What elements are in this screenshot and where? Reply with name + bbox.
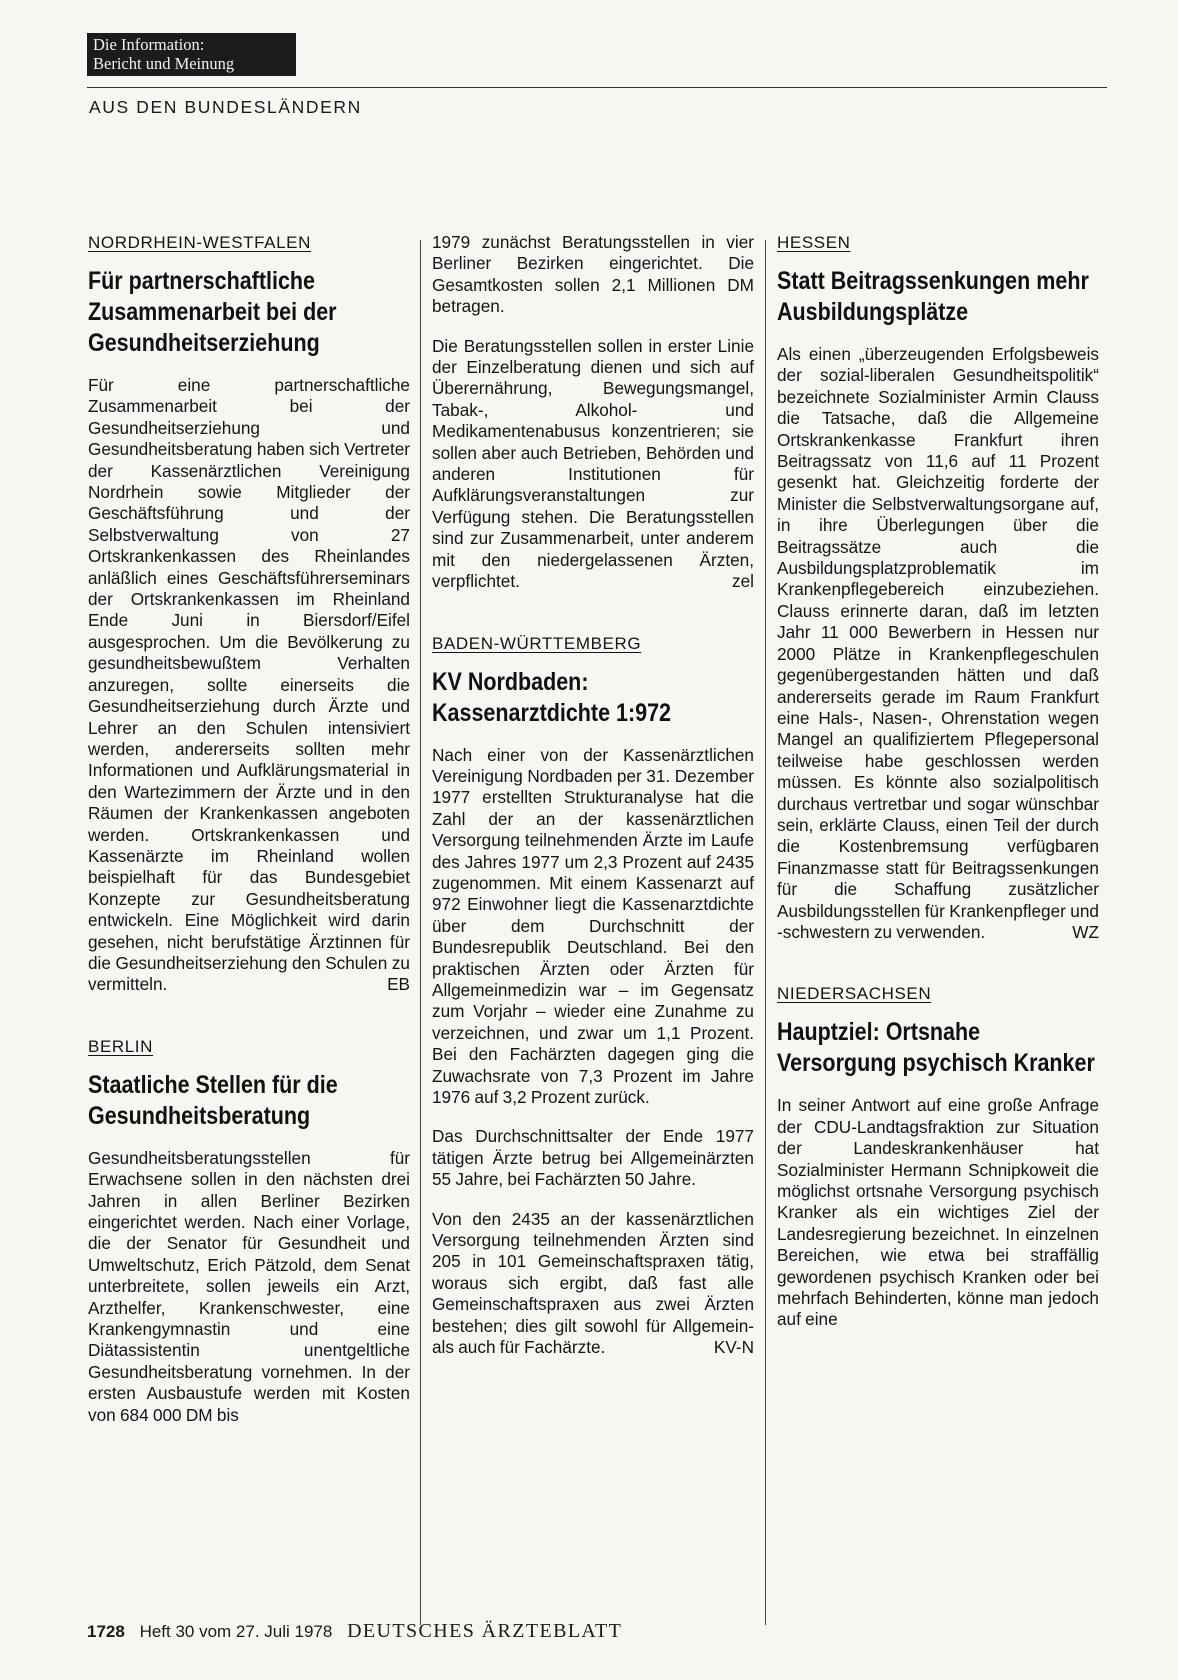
article-paragraph: [88, 375, 410, 996]
column-3: [777, 232, 1099, 1351]
article-paragraph: In seiner Antwort auf eine große Anfrage der CDU-Landtagsfraktion zur Situation der Landeskrankenhäuser hat Sozialminister Hermann Schnipkoweit die möglichst ortsnahe Versorgung psychisch Kranker als ein wichtiges Ziel der Landesregierung bezeichnet. In einzelnen Bereichen, wie etwa bei straffällig gewordenen psychisch Kranken oder bei mehrfach Behinderten, könne man jedoch auf eine: [777, 1095, 1099, 1330]
region-label: HESSEN: [777, 233, 851, 252]
author-signature: zel: [732, 571, 754, 592]
article-paragraph: [432, 336, 754, 593]
article-paragraph: 1979 zunächst Beratungsstellen in vier Berliner Bezirken eingerichtet. Die Gesamtkosten sollen 2,1 Millionen DM betragen.: [432, 232, 754, 317]
top-rule: [87, 87, 1107, 88]
article-paragraph: Gesundheitsberatungsstellen für Erwachsene sollen in den nächsten drei Jahren in allen Berliner Bezirken eingerichtet werden. Nach einer Vorlage, die der Senator für Gesundheit und Umweltschutz, Erich Pätzold, dem Senat unterbreitete, sollen jeweils ein Arzt, Arzthelfer, Krankenschwester, eine Krankengymnastin und eine Diätassistentin unentgeltliche Gesundheitsberatung vornehmen. In der ersten Ausbaustufe werden mit Kosten von 684 000 DM bis: [88, 1147, 410, 1425]
region-label: BADEN-WÜRTTEMBERG: [432, 633, 642, 653]
article-headline: KV Nordbaden: Kassenarztdichte 1:972: [432, 667, 671, 727]
author-signature: KV-N: [713, 1337, 754, 1358]
issue-info: Heft 30 vom 27. Juli 1978: [139, 1622, 333, 1641]
journal-name: DEUTSCHES ÄRZTEBLATT: [347, 1620, 623, 1642]
author-signature: WZ: [1072, 921, 1099, 942]
paragraph-text: Für eine partnerschaftliche Zusammenarbeit bei der Gesundheitserziehung und Gesundheitsberatung haben sich Vertreter der Kassenärztlichen Vereinigung Nordrhein sowie Mitglieder der Geschäftsführung und der Selbstverwaltung von 27 Ortskrankenkassen des Rheinlandes anläßlich eines Geschäftsführerseminars der Ortskrankenkassen im Rheinland Ende Juni in Biersdorf/Eifel ausgesprochen. Um die Bevölkerung zu gesundheitsbewußtem Verhalten anzuregen, sollte einerseits die Gesundheitserziehung durch Ärzte und Lehrer an den Schulen intensiviert werden, andererseits sollten mehr Informationen und Aufklärungsmaterial in den Wartezimmern der Ärzte und in den Räumen der Krankenkassen angeboten werden. Ortskrankenkassen und Kassenärzte im Rheinland wollen beispielhaft für das Bundesgebiet Konzepte zur Gesundheitsberatung entwickeln. Eine Möglichkeit wird darin gesehen, nicht berufstätige Ärztinnen für die Gesundheitserziehung den Schulen zu vermitteln.: [88, 375, 410, 995]
article-paragraph: Das Durchschnittsalter der Ende 1977 tätigen Ärzte betrug bei Allgemeinärzten 55 Jahre, bei Fachärzten 50 Jahre.: [432, 1126, 754, 1190]
column-divider-1: [420, 240, 421, 1625]
region-label: NORDRHEIN-WESTFALEN: [88, 233, 311, 252]
section-badge: [87, 33, 296, 76]
article-headline: Staatliche Stellen für die Gesundheitsberatung: [88, 1070, 338, 1130]
badge-line-2: Bericht und Meinung: [93, 54, 235, 73]
author-signature: EB: [387, 974, 410, 995]
badge-line-1: Die Information:: [93, 35, 205, 54]
article-baden-wuerttemberg: [432, 633, 754, 1359]
article-headline: Hauptziel: Ortsnahe Versorgung psychisch Kranker: [777, 1018, 1095, 1078]
article-headline: Für partnerschaftliche Zusammenarbeit bei der Gesundheitserziehung: [88, 267, 337, 357]
column-divider-2: [765, 240, 766, 1625]
article-berlin: [88, 1036, 410, 1426]
page-footer: [87, 1620, 622, 1643]
paragraph-text: Als einen „überzeugenden Erfolgsbeweis der sozial-liberalen Gesundheitspolitik“ bezeichnete Sozialminister Armin Clauss die Tatsache, daß die Allgemeine Ortskrankenkasse Frankfurt ihren Beitragssatz von 11,6 auf 11 Prozent gesenkt hat. Gleichzeitig forderte der Minister die Selbstverwaltungsorgane auf, in ihre Überlegungen über die Beitragssätze auch die Ausbildungsplatzproblematik im Krankenpflegebereich einzubeziehen. Clauss erinnerte daran, daß im letzten Jahr 11 000 Bewerbern in Hessen nur 2000 Plätze in Krankenpflegeschulen gegenübergestanden hätten und daß andererseits gerade im Raum Frankfurt eine Hals-, Nasen-, Ohrenstation wegen Mangel an qualifiziertem Pflegepersonal teilweise habe geschlossen werden müssen. Es könnte also sozialpolitisch durchaus vertretbar und sogar wünschbar sein, erklärte Clauss, einen Teil der durch die Kostenbremsung verfügbaren Finanzmasse statt für Beitragssenkungen für die Schaffung zusätzlicher Ausbildungsstellen für Krankenpfleger und -schwestern zu verwenden.: [777, 344, 1099, 942]
article-headline: Statt Beitragssenkungen mehr Ausbildungsplätze: [777, 267, 1089, 326]
article-paragraph: [777, 344, 1099, 943]
article-berlin-continued: [432, 232, 754, 593]
section-title: AUS DEN BUNDESLÄNDERN: [89, 97, 362, 117]
page-number: 1728: [87, 1622, 125, 1641]
article-niedersachsen: [777, 983, 1099, 1330]
article-paragraph: Nach einer von der Kassenärztlichen Vereinigung Nordbaden per 31. Dezember 1977 erstellten Strukturanalyse hat die Zahl der an der kassenärztlichen Versorgung teilnehmenden Ärzte im Laufe des Jahres 1977 um 2,3 Prozent auf 2435 zugenommen. Mit einem Kassenarzt auf 972 Einwohner liegt die Kassenarztdichte über dem Durchschnitt der Bundesrepublik Deutschland. Bei den praktischen Ärzten oder Ärzten für Allgemeinmedizin war – im Gegensatz zum Vorjahr – wieder eine Zunahme zu verzeichnen, und zwar um 1,1 Prozent. Bei den Fachärzten dagegen ging die Zuwachsrate von 7,3 Prozent im Jahre 1976 auf 3,2 Prozent zurück.: [432, 744, 754, 1107]
column-1: [88, 232, 410, 1446]
article-nordrhein-westfalen: [88, 232, 410, 996]
region-label: NIEDERSACHSEN: [777, 984, 932, 1004]
article-hessen: [777, 232, 1099, 943]
paragraph-text: Von den 2435 an der kassenärztlichen Versorgung teilnehmenden Ärzten sind 205 in 101 Gemeinschaftspraxen tätig, woraus sich ergibt, daß fast alle Gemeinschaftspraxen aus zwei Ärzten bestehen; dies gilt sowohl für Allgemein- als auch für Fachärzte.: [432, 1208, 754, 1358]
column-2: [432, 232, 754, 1378]
region-label: BERLIN: [88, 1036, 154, 1056]
article-paragraph: [432, 1209, 754, 1359]
paragraph-text: Die Beratungsstellen sollen in erster Linie der Einzelberatung dienen und sich auf Überernährung, Bewegungsmangel, Tabak-, Alkohol- und Medikamentenabusus konzentrieren; sie sollen aber auch Betrieben, Behörden und anderen Institutionen für Aufklärungsveranstaltungen zur Verfügung stehen. Die Beratungsstellen sind zur Zusammenarbeit, unter anderem mit den niedergelassenen Ärzten, verpflichtet.: [432, 335, 754, 592]
